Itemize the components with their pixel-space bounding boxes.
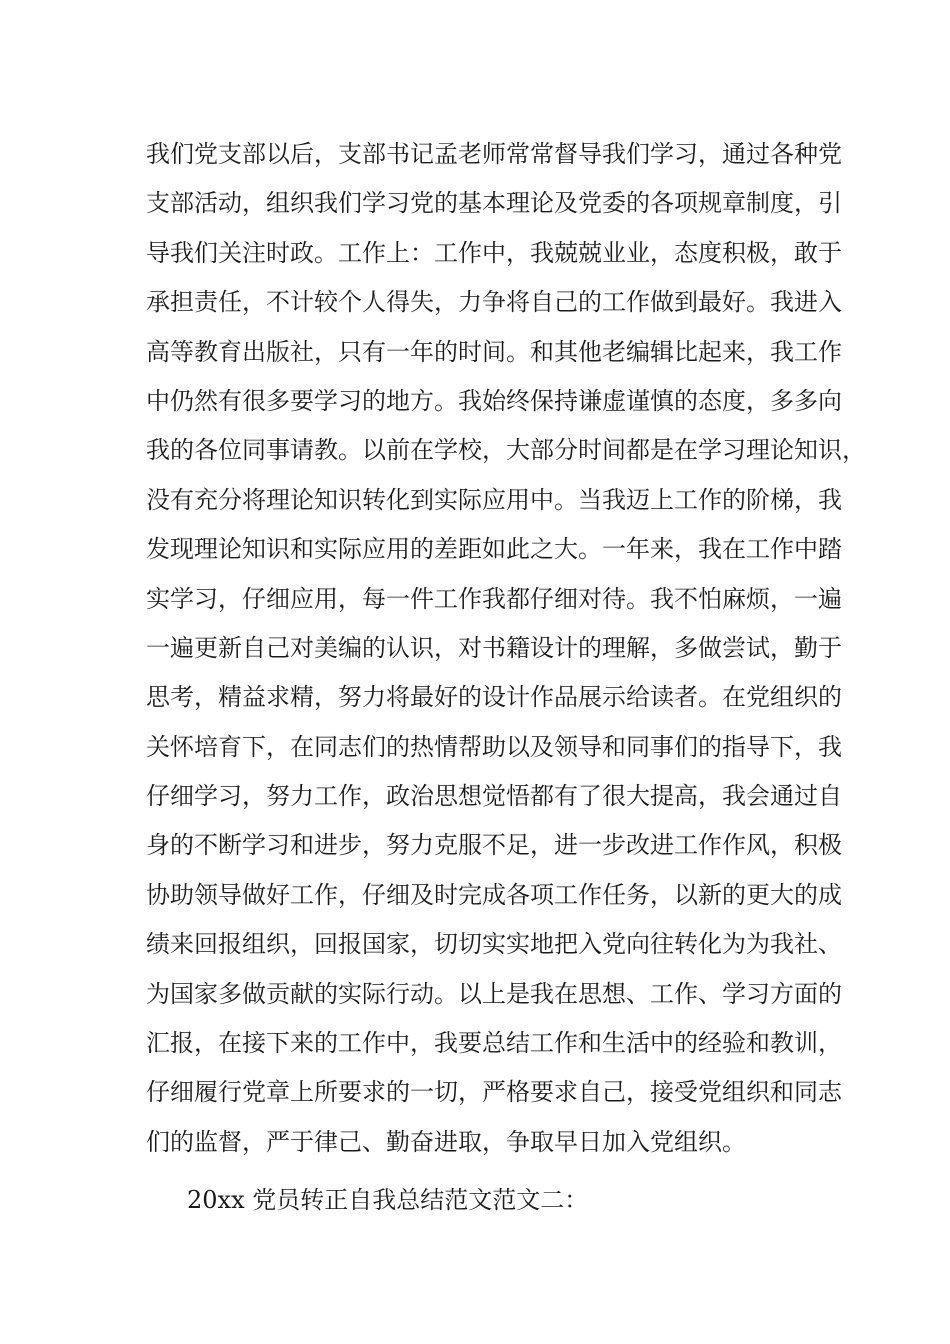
paragraph-line: 汇报，在接下来的工作中，我要总结工作和生活中的经验和教训， (146, 1029, 842, 1058)
paragraph-line: 我的各位同事请教。以前在学校，大部分时间都是在学习理论知识， (146, 436, 866, 465)
paragraph-line: 们的监督，严于律己、勤奋进取，争取早日加入党组织。 (146, 1127, 746, 1156)
paragraph-line: 关怀培育下，在同志们的热情帮助以及领导和同事们的指导下，我 (146, 732, 842, 761)
paragraph-line: 仔细学习，努力工作，政治思想觉悟都有了很大提高，我会通过自 (146, 782, 842, 811)
paragraph-line: 我们党支部以后，支部书记孟老师常常督导我们学习，通过各种党 (146, 140, 842, 168)
paragraph-line: 思考，精益求精，努力将最好的设计作品展示给读者。在党组织的 (146, 683, 842, 712)
paragraph-line: 仔细履行党章上所要求的一切，严格要求自己，接受党组织和同志 (146, 1078, 842, 1107)
paragraph-line: 绩来回报组织，回报国家，切切实实地把入党向往转化为为我社、 (146, 930, 842, 959)
paragraph-line: 实学习，仔细应用，每一件工作我都仔细对待。我不怕麻烦，一遍 (146, 584, 842, 613)
paragraph-line: 中仍然有很多要学习的地方。我始终保持谦虚谨慎的态度，多多向 (146, 386, 842, 415)
body-paragraph (146, 130, 866, 1167)
paragraph-line: 为国家多做贡献的实际行动。以上是我在思想、工作、学习方面的 (146, 979, 842, 1008)
paragraph-line: 发现理论知识和实际应用的差距如此之大。一年来，我在工作中踏 (146, 535, 842, 564)
paragraph-line: 一遍更新自己对美编的认识，对书籍设计的理解，多做尝试，勤于 (146, 633, 842, 662)
paragraph-line: 没有充分将理论知识转化到实际应用中。当我迈上工作的阶梯，我 (146, 485, 842, 514)
paragraph-line: 承担责任，不计较个人得失，力争将自己的工作做到最好。我进入 (146, 288, 842, 317)
section-heading: 20xx 党员转正自我总结范文范文二： (187, 1186, 589, 1214)
paragraph-line: 支部活动，组织我们学习党的基本理论及党委的各项规章制度，引 (146, 189, 842, 218)
paragraph-line: 高等教育出版社，只有一年的时间。和其他老编辑比起来，我工作 (146, 337, 842, 366)
paragraph-line: 协助领导做好工作，仔细及时完成各项工作任务，以新的更大的成 (146, 880, 842, 909)
paragraph-line: 导我们关注时政。工作上：工作中，我兢兢业业，态度积极，敢于 (146, 238, 842, 267)
paragraph-line: 身的不断学习和进步，努力克服不足，进一步改进工作作风，积极 (146, 831, 842, 860)
